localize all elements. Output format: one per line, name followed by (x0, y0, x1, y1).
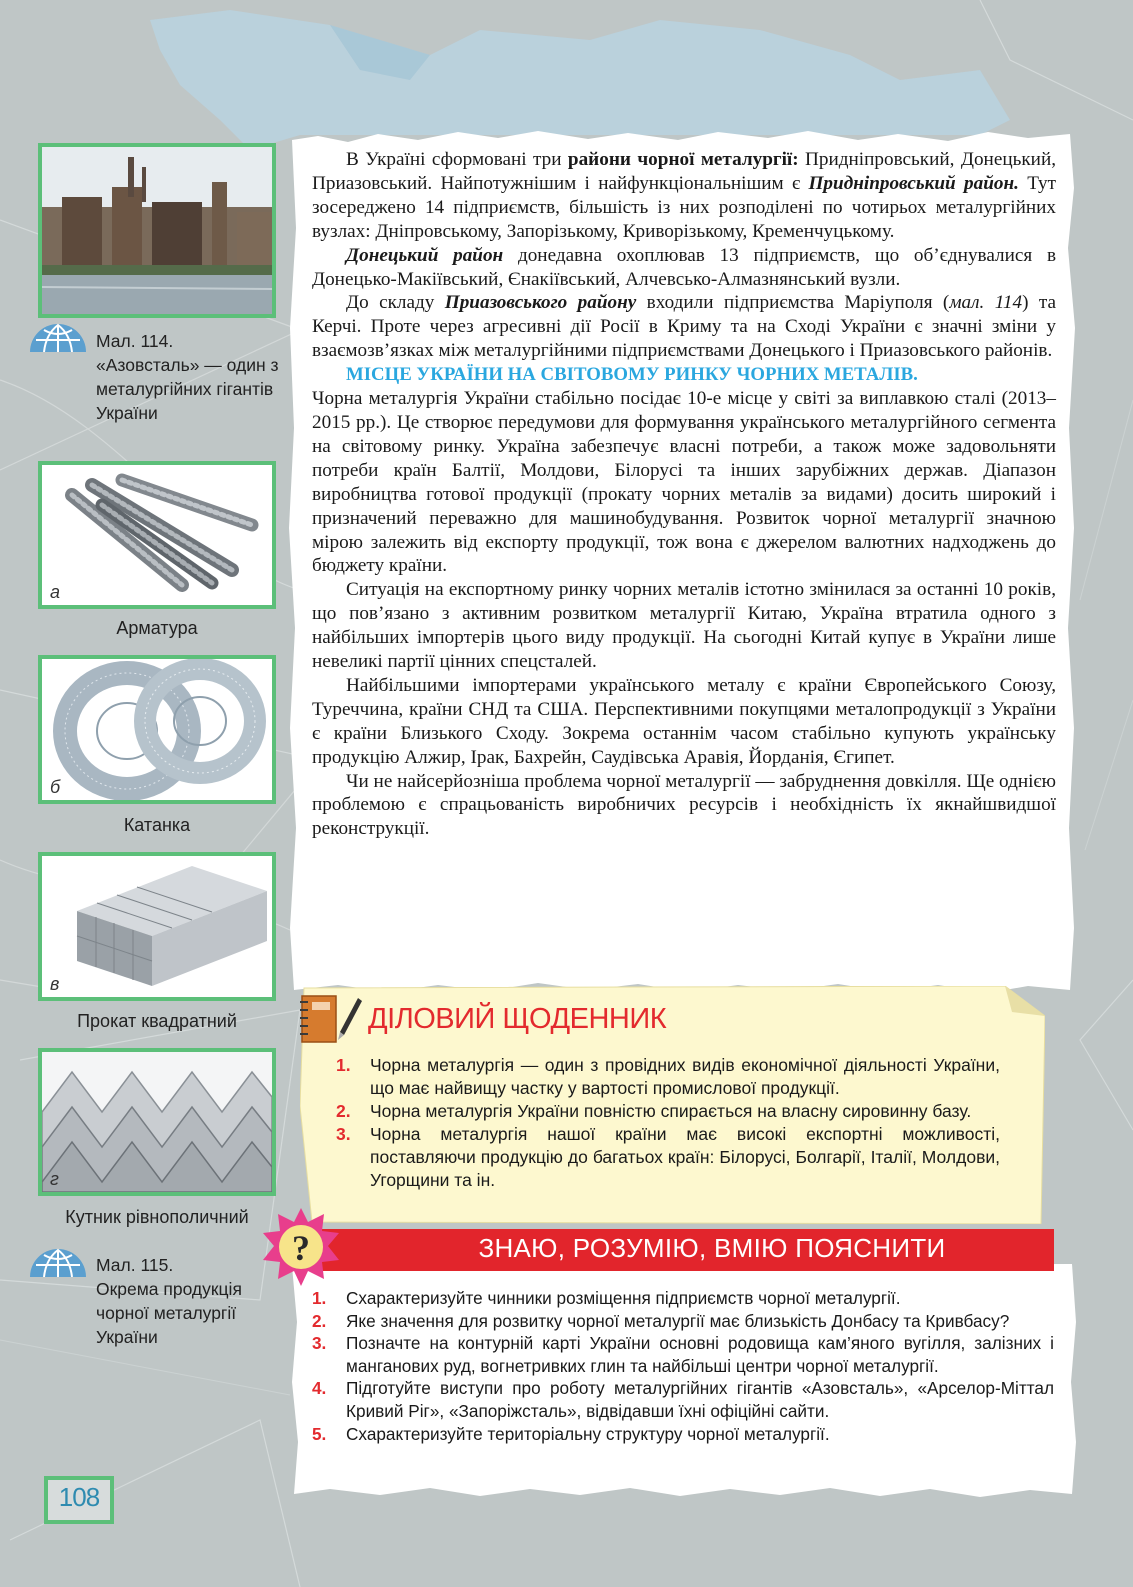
item-b-letter: б (50, 777, 61, 797)
angle-bar-photo (38, 1048, 276, 1196)
figure-115-text: Окрема продукція чорної металургії України (96, 1279, 242, 1347)
question-text: Підготуйте виступи про роботу металургійних гігантів «Азовсталь», «Арселор-Міттал Кривий Ріг», «Запоріжсталь», відвідавши їхні офіційні сайти. (346, 1378, 1054, 1421)
globe-icon (28, 1247, 88, 1277)
text-run: В Україні сформовані три (346, 149, 568, 170)
item-g-caption: Кутник рівнополичний (65, 1207, 249, 1227)
region-term: Донецький район (346, 244, 504, 266)
text-run: ) та Керчі. Проте через агресивні дії Росії в Криму та на Сході України є значні зміни у взаємозв’язках між металургійними підприємствами Донецького і Приазовського районів. (312, 292, 1057, 362)
figure-reference: мал. 114 (949, 292, 1023, 314)
diary-item-text: Чорна металургія України повністю спирається на власну сировинну базу. (370, 1101, 972, 1121)
item-a-letter: а (50, 582, 61, 602)
question-item (312, 1377, 1054, 1422)
questions-list (312, 1287, 1054, 1445)
diary-item (336, 1100, 1000, 1123)
question-item (312, 1310, 1054, 1333)
paragraph-1 (312, 148, 1056, 244)
question-number: 4. (312, 1378, 327, 1399)
question-text: Позначте на контурній карті України основні родовища кам’яного вугілля, залізних і манганових руд, вогнетривких глин та найбільші центри чорної металургії. (346, 1333, 1054, 1376)
figure-115-caption (96, 1253, 286, 1349)
page-number: 108 (58, 1482, 100, 1512)
region-term: Придніпровський район. (808, 172, 1019, 194)
question-number: 2. (312, 1310, 327, 1331)
diary-list (336, 1054, 1000, 1192)
question-number: 3. (312, 1333, 327, 1354)
diary-item-number: 1. (336, 1055, 351, 1075)
question-text: Схарактеризуйте територіальну структуру чорної металургії. (346, 1423, 830, 1444)
notebook-pencil-icon (300, 990, 364, 1048)
paragraph-6: Найбільшими імпортерами українського металу є країни Європейського Союзу, Туреччина, країни СНД та США. Перспективними покупцями металопродукції з України є країни Близького Сходу. Зокрема останнім часом стабільно купують українську продукцію Алжир, Ірак, Бахрейн, Саудівська Аравія, Йорданія, Єгипет. (312, 674, 1056, 768)
figure-114-text: «Азовсталь» — один з металургійних гігантів України (96, 355, 279, 423)
question-text: Схарактеризуйте чинники розміщення підприємств чорної металургії. (346, 1288, 901, 1308)
diary-item (336, 1054, 1000, 1100)
figure-114-caption (96, 329, 286, 425)
text-run: входили підприємства Маріуполя ( (636, 292, 950, 314)
text-run: Придніпровський, Донецький, Приазовський. Найпотужнішим і найфункціональнішим є (312, 149, 1057, 194)
text-run: донедавна охоплював 13 підприємств, що об’єднувалися в Донецько-Макіївський, Єнакіївський, Алчевсько-Алмазнянський вузли. (312, 244, 1057, 290)
item-a-caption: Арматура (116, 618, 198, 638)
azovstal-photo (38, 143, 276, 318)
figure-115-number: Мал. 115. (96, 1255, 174, 1275)
question-item (312, 1287, 1054, 1310)
wire-rod-photo (38, 655, 276, 804)
question-item (312, 1332, 1054, 1377)
question-text: Яке значення для розвитку чорної металургії має близькість Донбасу та Кривбасу? (346, 1310, 1010, 1331)
paragraph-2 (312, 244, 1056, 292)
item-v-letter: в (50, 974, 60, 994)
questions-title: ЗНАЮ, РОЗУМІЮ, ВМІЮ ПОЯСНИТИ (478, 1233, 946, 1263)
diary-item-text: Чорна металургія нашої країни має високі експортні можливості, поставляючи продукцію до багатьох країн: Білорусі, Болгарії, Італії, Молдови, Угорщини та ін. (370, 1124, 1000, 1190)
section-heading: МІСЦЕ УКРАЇНИ НА СВІТОВОМУ РИНКУ ЧОРНИХ МЕТАЛІВ. (346, 364, 918, 386)
question-number: 1. (312, 1288, 327, 1308)
main-text (312, 148, 1056, 841)
question-item (312, 1423, 1054, 1446)
rebar-photo (38, 461, 276, 609)
question-mark-glyph: ? (292, 1228, 310, 1268)
diary-item-number: 2. (336, 1101, 351, 1121)
diary-title: ДІЛОВИЙ ЩОДЕННИК (368, 1003, 667, 1035)
region-term: Приазовського району (444, 292, 637, 314)
figure-114-number: Мал. 114. (96, 331, 174, 351)
text-run: Тут зосереджено 14 підприємств, більшість із них розподілені по чотирьох металургійних вузлах: Дніпровському, Запорізькому, Криворізькому, Кременчуцькому. (312, 172, 1056, 242)
square-bar-photo (38, 852, 276, 1001)
diary-item-text: Чорна металургія — один з провідних видів економічної діяльності України, що має найвищу частку у вартості промислової продукції. (370, 1055, 1000, 1098)
question-number: 5. (312, 1423, 327, 1444)
globe-icon (28, 322, 88, 352)
item-g-letter: г (50, 1169, 59, 1189)
paragraph-3 (312, 291, 1056, 363)
paragraph-7: Чи не найсерйозніша проблема чорної металургії — забруднення довкілля. Ще однією проблемою є спрацьованість виробничих ресурсів і необхідність їх якнайшвидшої реконструкції. (312, 770, 1056, 840)
paragraph-5: Ситуація на експортному ринку чорних металів істотно змінилася за останні 10 років, що пов’язано з активним розвитком металургії Китаю, Україна втратила одного з найбільших імпортерів цього виду продукції. На сьогодні Китай купує в України лише невеликі партії цінних спецсталей. (312, 579, 1056, 673)
text-run: До складу (346, 292, 445, 314)
diary-item (336, 1123, 1000, 1192)
paragraph-4: Чорна металургія України стабільно посідає 10-е місце у світі за виплавкою сталі (2013–2015 рр.). Це створює передумови для формування українського металургійного сегмента на світовому ринку. Україна забезпечує власні потреби, а також може задовольняти потреби країн Балтії, Молдови, Білорусі та інших зарубіжних держав. Діапазон виробництва готової продукції (прокату чорних металів за видами) досить широкий і призначений переважно для машинобудування. Розвиток чорної металургії значною мірою залежить від експорту продукції, тож вона є джерелом валютних надходжень до бюджету країни. (312, 388, 1056, 577)
bold-term: райони чорної металургії: (567, 149, 799, 170)
diary-item-number: 3. (336, 1124, 351, 1144)
item-b-caption: Катанка (123, 815, 191, 835)
item-v-caption: Прокат квадратний (77, 1011, 237, 1031)
